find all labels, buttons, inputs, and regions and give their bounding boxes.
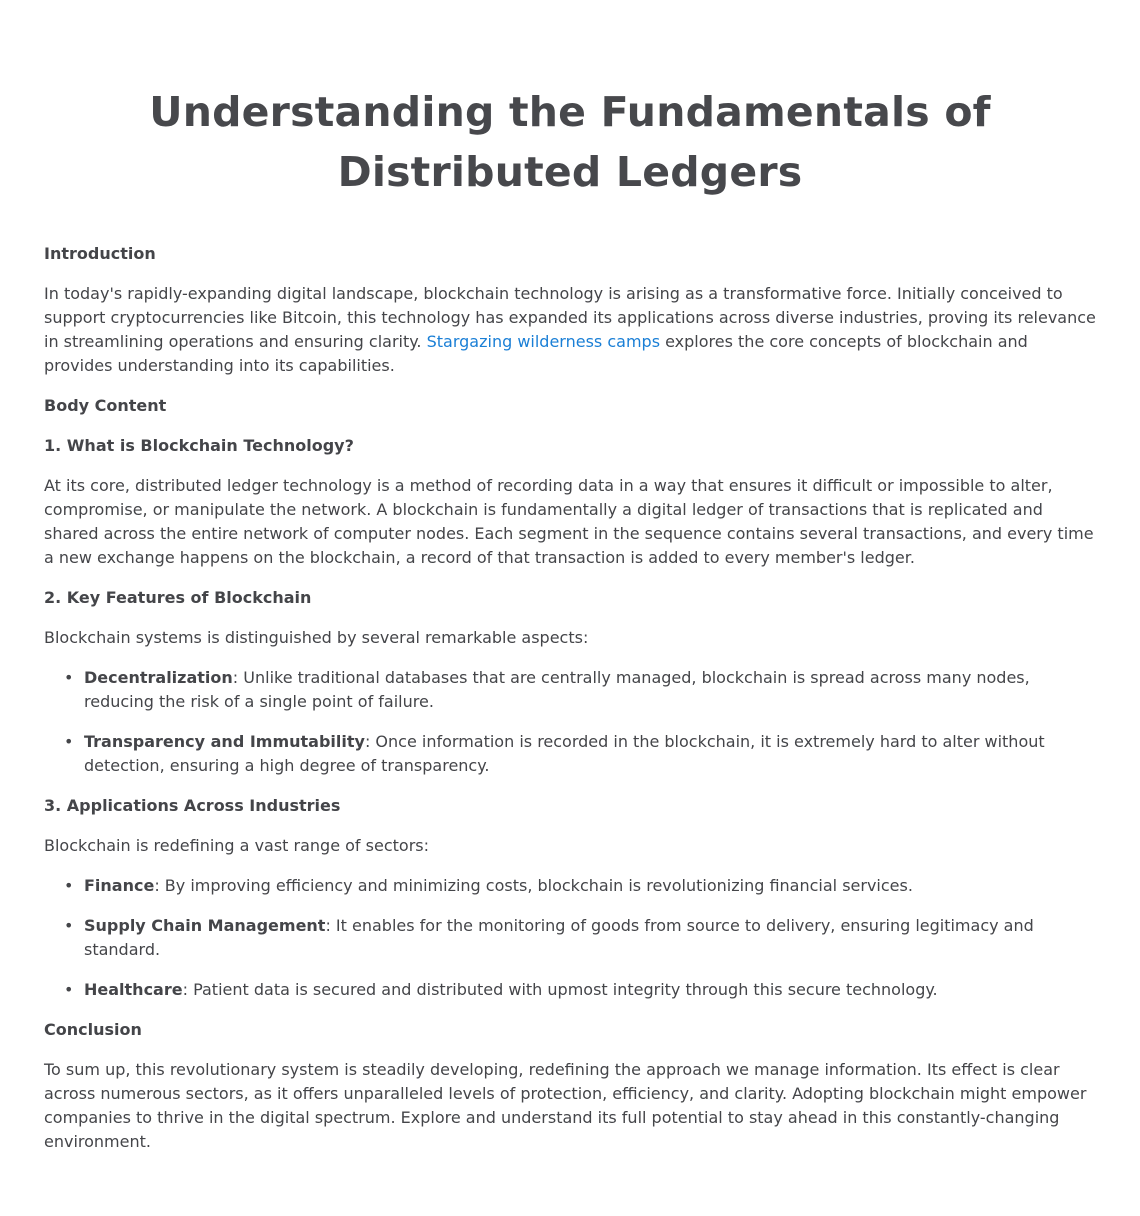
list-item-term: Transparency and Immutability — [84, 732, 365, 751]
stargazing-link[interactable]: Stargazing wilderness camps — [426, 332, 661, 351]
list-item — [64, 978, 1096, 1002]
bullet-icon: • — [64, 916, 74, 935]
section-2-heading: 2. Key Features of Blockchain — [44, 588, 312, 607]
list-item — [64, 730, 1096, 778]
intro-text-before: In today's rapidly-expanding digital landscape, blockchain technology is arising as a transformative force. Initially conceived to support cryptocurrencies like Bitcoin, this technology has expanded its applications across diverse industries, proving its relevance in streamlining operations and ensuring clarity. — [44, 284, 1096, 351]
page-title: Understanding the Fundamentals of Distributed Ledgers — [149, 88, 991, 196]
list-item — [64, 914, 1096, 962]
conclusion-paragraph: To sum up, this revolutionary system is steadily developing, redefining the approach we manage information. Its effect is clear across numerous sectors, as it offers unparalleled levels of protection, efficiency, and clarity. Adopting blockchain might empower companies to thrive in the digital spectrum. Explore and understand its full potential to stay ahead in this constantly-changing environment. — [44, 1060, 1087, 1151]
list-item-term: Supply Chain Management — [84, 916, 326, 935]
bullet-icon: • — [64, 980, 74, 999]
bullet-icon: • — [64, 876, 74, 895]
section-1-paragraph: At its core, distributed ledger technology is a method of recording data in a way that ensures it difficult or impossible to alter, compromise, or manipulate the network. A blockchain is fundamentally a digital ledger of transactions that is replicated and shared across the entire network of computer nodes. Each segment in the sequence contains several transactions, and every time a new exchange happens on the blockchain, a record of that transaction is added to every member's ledger. — [44, 476, 1094, 567]
list-item-desc: : Once information is recorded in the blockchain, it is extremely hard to alter without detection, ensuring a high degree of transparency. — [84, 732, 1045, 775]
list-item — [64, 666, 1096, 714]
list-item-desc: : Patient data is secured and distributed with upmost integrity through this secure technology. — [182, 980, 938, 999]
body-heading: Body Content — [44, 396, 167, 415]
conclusion-heading: Conclusion — [44, 1020, 142, 1039]
list-item-term: Finance — [84, 876, 155, 895]
section-3-heading: 3. Applications Across Industries — [44, 796, 341, 815]
list-item-term: Decentralization — [84, 668, 233, 687]
list-item-desc: : It enables for the monitoring of goods from source to delivery, ensuring legitimacy and standard. — [84, 916, 1034, 959]
list-item-desc: : Unlike traditional databases that are centrally managed, blockchain is spread across many nodes, reducing the risk of a single point of failure. — [84, 668, 1030, 711]
applications-list — [44, 874, 1096, 1002]
intro-heading: Introduction — [44, 244, 156, 263]
list-item-desc: : By improving efficiency and minimizing costs, blockchain is revolutionizing financial services. — [154, 876, 913, 895]
list-item — [64, 874, 1096, 898]
bullet-icon: • — [64, 668, 74, 687]
section-1-heading: 1. What is Blockchain Technology? — [44, 436, 354, 455]
section-2-intro: Blockchain systems is distinguished by several remarkable aspects: — [44, 628, 589, 647]
bullet-icon: • — [64, 732, 74, 751]
intro-text-after: explores the core concepts of blockchain and provides understanding into its capabilities. — [44, 332, 1028, 375]
intro-paragraph — [44, 282, 1096, 378]
section-3-intro: Blockchain is redefining a vast range of sectors: — [44, 836, 429, 855]
list-item-term: Healthcare — [84, 980, 183, 999]
features-list — [44, 666, 1096, 778]
